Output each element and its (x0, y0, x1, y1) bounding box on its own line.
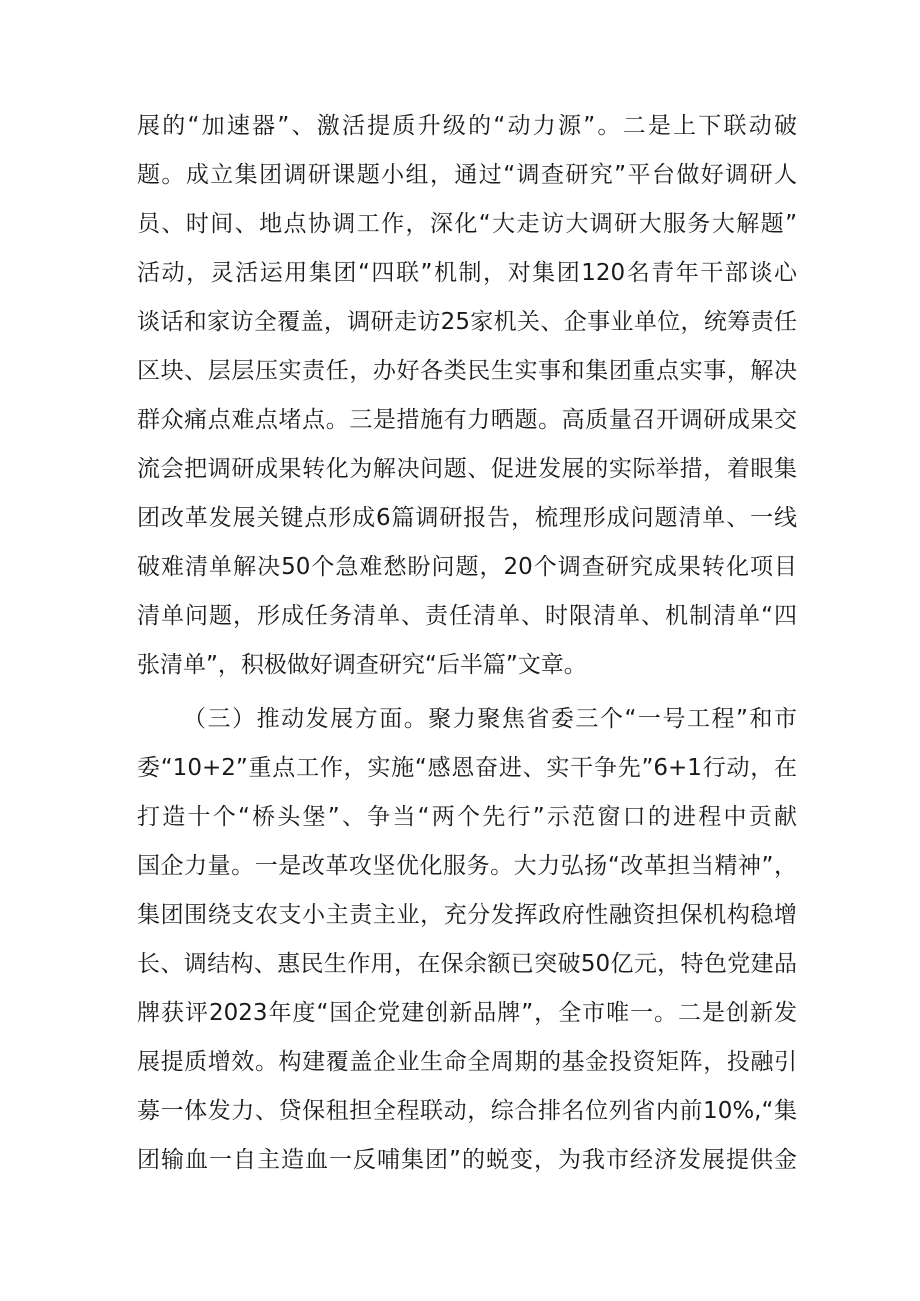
text-line: 集团围绕支农支小主责主业，充分发挥政府性融资担保机构稳增 (137, 902, 797, 928)
text-line: 区块、层层压实责任，办好各类民生实事和集团重点实事，解决 (137, 358, 797, 384)
text-line: 清单问题，形成任务清单、责任清单、时限清单、机制清单“四 (137, 603, 797, 629)
text-line: 谈话和家访全覆盖，调研走访25家机关、企事业单位，统筹责任 (137, 309, 797, 335)
text-line: 活动，灵活运用集团“四联”机制，对集团120名青年干部谈心 (137, 260, 797, 286)
text-line: 员、时间、地点协调工作，深化“大走访大调研大服务大解题” (137, 211, 797, 237)
text-line: 破难清单解决50个急难愁盼问题，20个调查研究成果转化项目 (137, 554, 797, 580)
text-line: 题。成立集团调研课题小组，通过“调查研究”平台做好调研人 (137, 162, 797, 188)
text-line: 张清单”，积极做好调查研究“后半篇”文章。 (137, 652, 587, 678)
text-line: 展提质增效。构建覆盖企业生命全周期的基金投资矩阵，投融引 (137, 1049, 797, 1075)
text-line: 牌获评2023年度“国企党建创新品牌”，全市唯一。二是创新发 (137, 1000, 797, 1026)
text-line: 打造十个“桥头堡”、争当“两个先行”示范窗口的进程中贡献 (137, 804, 797, 830)
text-line: 展的“加速器”、激活提质升级的“动力源”。二是上下联动破 (137, 113, 797, 139)
section-heading-line: （三）推动发展方面。聚力聚焦省委三个“一号工程”和市 (183, 706, 797, 732)
text-line: 团改革发展关键点形成6篇调研报告，梳理形成问题清单、一线 (137, 505, 797, 531)
text-line: 国企力量。一是改革攻坚优化服务。大力弘扬“改革担当精神”， (137, 853, 797, 879)
text-line: 募一体发力、贷保租担全程联动，综合排名位列省内前10%,“集 (137, 1098, 797, 1124)
text-line: 长、调结构、惠民生作用，在保余额已突破50亿元，特色党建品 (137, 951, 797, 977)
text-line: 群众痛点难点堵点。三是措施有力晒题。高质量召开调研成果交 (137, 407, 797, 433)
text-line: 委“10+2”重点工作，实施“感恩奋进、实干争先”6+1行动，在 (137, 755, 797, 781)
text-line: 团输血一自主造血一反哺集团”的蜕变，为我市经济发展提供金 (137, 1147, 797, 1173)
text-line: 流会把调研成果转化为解决问题、促进发展的实际举措，着眼集 (137, 456, 797, 482)
